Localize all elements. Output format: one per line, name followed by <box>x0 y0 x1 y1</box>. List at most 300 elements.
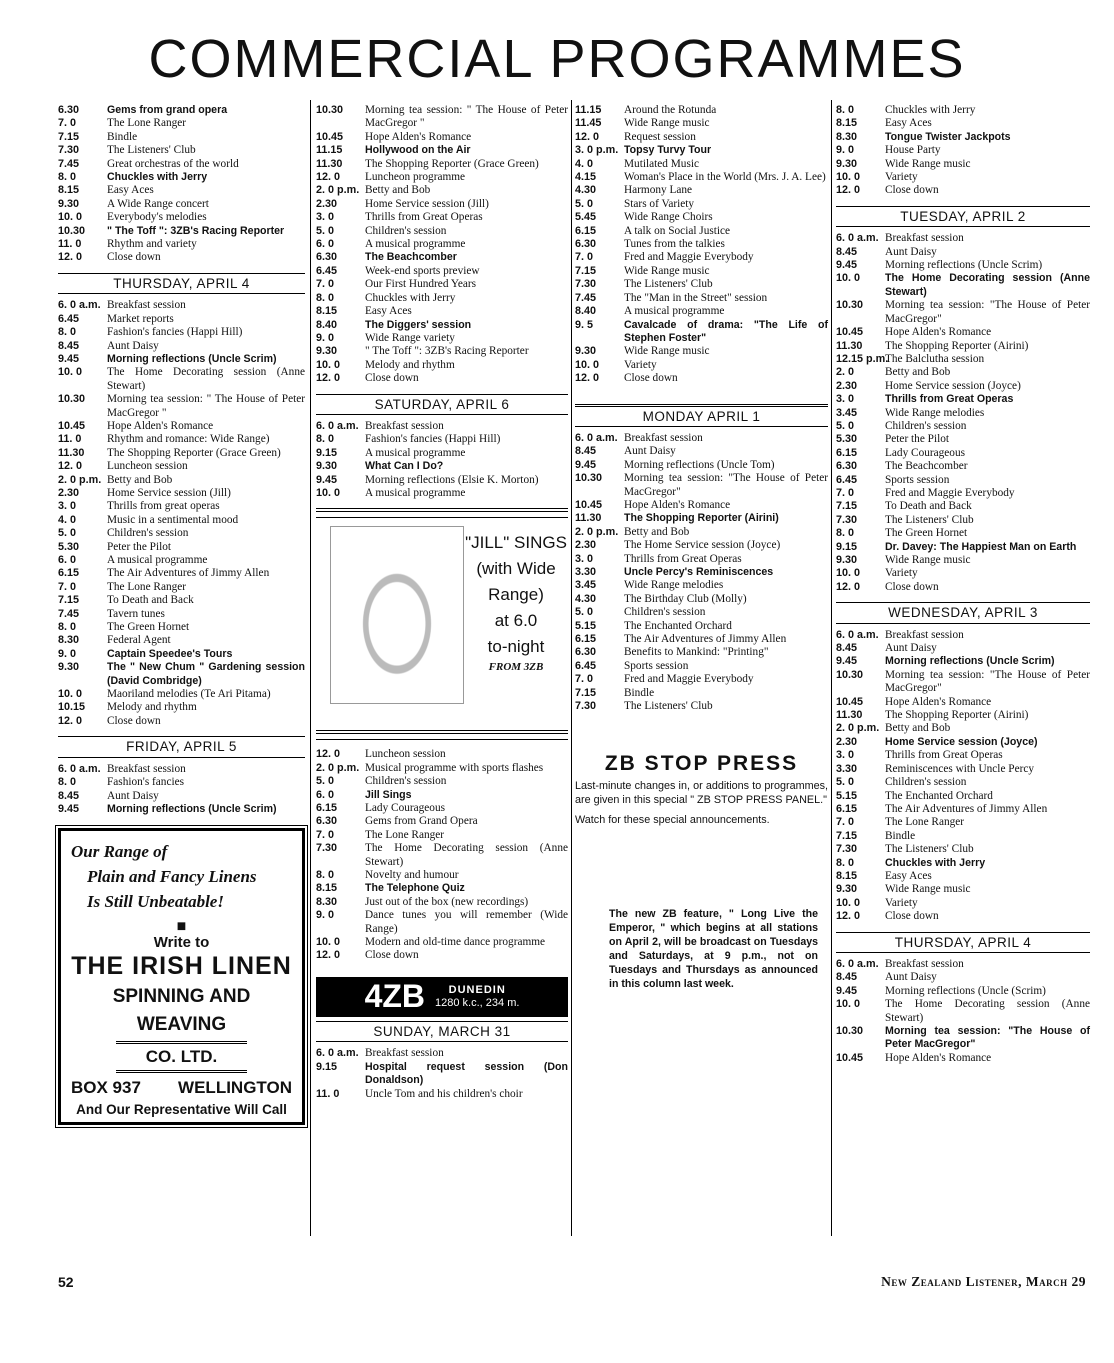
schedule-time: 5.30 <box>58 540 80 553</box>
schedule-programme: Uncle Tom and his children's choir <box>365 1087 523 1100</box>
day-header: SATURDAY, APRIL 6 <box>316 394 568 415</box>
schedule-time: 7.30 <box>575 278 597 291</box>
schedule-time: 2.30 <box>836 735 858 748</box>
stop-press-title: ZB STOP PRESS <box>604 752 799 776</box>
ad-line: Our Range of <box>71 842 168 862</box>
schedule-programme: Morning tea session: "The House of Peter MacGregor" <box>885 668 1090 695</box>
schedule-programme: Hope Alden's Romance <box>365 130 472 143</box>
schedule-time: 10.30 <box>58 393 86 406</box>
ad-write-to: Write to <box>153 933 210 951</box>
schedule-programme: Variety <box>624 358 657 371</box>
schedule-time: 9.15 <box>316 446 338 459</box>
schedule-row <box>836 326 1090 339</box>
schedule-row <box>575 526 828 539</box>
schedule-time: 9. 5 <box>575 318 594 331</box>
schedule-programme: Aunt Daisy <box>624 445 676 458</box>
schedule-row <box>58 776 305 789</box>
schedule-programme: Hollywood on the Air <box>365 144 471 157</box>
schedule-programme: The Listeners' Club <box>107 144 196 157</box>
schedule-row <box>316 359 568 372</box>
schedule-programme: Breakfast session <box>365 419 444 432</box>
schedule-row <box>58 313 305 326</box>
schedule-row <box>316 184 568 197</box>
schedule-row <box>575 171 828 184</box>
schedule-programme: The Green Hornet <box>885 527 968 540</box>
schedule-row <box>836 581 1090 594</box>
schedule-time: 3. 0 p.m. <box>575 144 619 157</box>
schedule-time: 10. 0 <box>836 998 861 1011</box>
schedule-row <box>316 420 568 433</box>
schedule-time: 5.15 <box>575 619 597 632</box>
schedule-time: 7.30 <box>58 144 80 157</box>
schedule-programme: Luncheon session <box>365 748 446 761</box>
schedule-time: 4.15 <box>575 171 597 184</box>
schedule-row <box>316 171 568 184</box>
schedule-time: 8. 0 <box>836 527 855 540</box>
schedule-list <box>836 958 1090 1065</box>
schedule-time: 9.30 <box>316 460 338 473</box>
schedule-time: 6.30 <box>575 238 597 251</box>
schedule-row <box>575 319 828 346</box>
schedule-row <box>58 447 305 460</box>
schedule-time: 10. 0 <box>836 171 861 184</box>
schedule-time: 2. 0 p.m. <box>316 761 360 774</box>
schedule-row <box>836 696 1090 709</box>
schedule-programme: Just out of the box (new recordings) <box>365 895 529 908</box>
schedule-time: 6.45 <box>836 473 858 486</box>
schedule-time: 11.45 <box>575 117 602 130</box>
schedule-time: 12. 0 <box>316 171 341 184</box>
schedule-programme: Maoriland melodies (Te Ari Pitama) <box>107 688 271 701</box>
schedule-time: 11.15 <box>316 144 343 157</box>
schedule-programme: Melody and rhythm <box>107 701 197 714</box>
schedule-time: 2.30 <box>316 197 338 210</box>
schedule-programme: The Shopping Reporter (Airini) <box>885 709 1029 722</box>
feature-line: "JILL" SINGS <box>465 533 567 553</box>
schedule-programme: The Birthday Club (Molly) <box>624 592 747 605</box>
schedule-time: 12. 0 <box>575 130 600 143</box>
schedule-row <box>316 1088 568 1101</box>
schedule-row <box>58 500 305 513</box>
schedule-row <box>316 372 568 385</box>
schedule-time: 5. 0 <box>836 419 855 432</box>
schedule-programme: Breakfast session <box>885 628 964 641</box>
schedule-row <box>836 870 1090 883</box>
schedule-row <box>316 762 568 775</box>
schedule-programme: Children's session <box>365 224 447 237</box>
schedule-time: 7.30 <box>575 700 597 713</box>
schedule-programme: House Party <box>885 144 941 157</box>
schedule-programme: Morning reflections (Uncle Tom) <box>624 458 775 471</box>
schedule-time: 7.15 <box>575 686 597 699</box>
schedule-row <box>836 655 1090 668</box>
schedule-list <box>58 763 305 817</box>
schedule-row <box>58 433 305 446</box>
schedule-programme: Thrills from Great Operas <box>624 552 742 565</box>
schedule-programme: Modern and old-time dance programme <box>365 936 546 949</box>
schedule-time: 9.30 <box>58 661 80 674</box>
schedule-row <box>316 802 568 815</box>
schedule-programme: Lady Courageous <box>365 802 445 814</box>
schedule-programme: Variety <box>885 171 918 184</box>
schedule-time: 9.30 <box>836 554 858 566</box>
ad-line: Plain and Fancy Linens <box>87 867 257 887</box>
schedule-time: 11.30 <box>836 339 863 352</box>
schedule-time: 8.45 <box>836 245 858 258</box>
schedule-programme: Hope Alden's Romance <box>624 498 731 511</box>
schedule-time: 9.15 <box>316 1060 338 1073</box>
schedule-time: 9.45 <box>58 802 80 815</box>
schedule-time: 12. 0 <box>58 251 83 264</box>
feature-line: Range) <box>488 585 544 605</box>
schedule-row <box>58 460 305 473</box>
schedule-row <box>575 184 828 197</box>
schedule-programme: Great orchestras of the world <box>107 157 239 170</box>
schedule-list <box>316 748 568 963</box>
schedule-row <box>836 259 1090 272</box>
schedule-row <box>58 144 305 157</box>
schedule-time: 6.45 <box>316 264 338 277</box>
schedule-row <box>58 131 305 144</box>
schedule-programme: Breakfast session <box>107 299 186 312</box>
schedule-time: 2.30 <box>575 539 597 552</box>
schedule-time: 7. 0 <box>575 673 594 686</box>
schedule-programme: Mutilated Music <box>624 157 699 170</box>
schedule-programme: Federal Agent <box>107 634 171 647</box>
schedule-programme: Easy Aces <box>107 184 154 197</box>
schedule-time: 6. 0 a.m. <box>575 431 618 444</box>
schedule-row <box>58 158 305 171</box>
schedule-row <box>58 225 305 238</box>
schedule-programme: Morning tea session: "The House of Peter MacGregor" <box>885 1025 1090 1051</box>
schedule-programme: Wide Range Choirs <box>624 211 713 224</box>
ad-address <box>67 1075 296 1096</box>
schedule-list <box>316 420 568 500</box>
schedule-time: 10.45 <box>836 326 864 339</box>
schedule-programme: Easy Aces <box>365 305 412 318</box>
schedule-programme: Wide Range music <box>885 157 971 170</box>
day-header: FRIDAY, APRIL 5 <box>58 736 305 757</box>
schedule-row <box>316 319 568 332</box>
schedule-time: 9.45 <box>836 259 858 272</box>
schedule-row <box>836 971 1090 984</box>
schedule-time: 7.15 <box>575 264 597 277</box>
schedule-programme: Betty and Bob <box>107 473 173 486</box>
schedule-programme: Hope Alden's Romance <box>885 695 992 708</box>
schedule-time: 6.45 <box>575 659 597 672</box>
schedule-programme: Stars of Variety <box>624 197 695 210</box>
schedule-time: 7.30 <box>836 513 858 526</box>
ad-box: BOX 937 <box>71 1078 141 1098</box>
schedule-row <box>58 514 305 527</box>
schedule-list <box>316 1047 568 1101</box>
schedule-row <box>58 701 305 714</box>
schedule-row <box>58 326 305 339</box>
schedule-programme: Tavern tunes <box>107 607 165 620</box>
schedule-row <box>316 198 568 211</box>
station-callsign: 4ZB <box>364 978 426 1015</box>
schedule-programme: The Green Hornet <box>107 621 190 634</box>
schedule-row <box>575 579 828 592</box>
schedule-row <box>836 353 1090 366</box>
schedule-time: 4.30 <box>575 184 597 197</box>
column-rule <box>571 100 572 1236</box>
station-frequency: 1280 k.c., 234 m. <box>435 996 520 1009</box>
schedule-row <box>575 372 828 385</box>
schedule-time: 8. 0 <box>316 291 335 304</box>
schedule-row <box>836 500 1090 513</box>
schedule-programme: Sports session <box>624 659 689 672</box>
schedule-programme: Betty and Bob <box>885 366 951 379</box>
schedule-programme: Morning reflections (Elsie K. Morton) <box>365 473 539 486</box>
schedule-row <box>836 722 1090 735</box>
schedule-row <box>58 487 305 500</box>
schedule-time: 9.30 <box>58 197 80 210</box>
column-rule <box>310 100 311 1236</box>
schedule-time: 12. 0 <box>836 580 861 593</box>
schedule-programme: What Can I Do? <box>365 460 444 473</box>
schedule-row <box>316 487 568 500</box>
schedule-programme: The Home Decorating session (Anne Stewart) <box>885 272 1090 298</box>
schedule-row <box>58 340 305 353</box>
schedule-time: 4. 0 <box>58 513 77 526</box>
schedule-programme: Wide Range variety <box>365 331 455 344</box>
schedule-time: 11.15 <box>575 104 602 116</box>
schedule-row <box>575 499 828 512</box>
schedule-time: 10.30 <box>836 299 864 312</box>
schedule-time: 9.45 <box>316 473 338 486</box>
schedule-time: 2. 0 p.m. <box>836 722 880 735</box>
schedule-row <box>58 184 305 197</box>
schedule-time: 8. 0 <box>836 104 855 116</box>
schedule-time: 9.45 <box>836 984 858 997</box>
schedule-time: 5.15 <box>836 789 858 802</box>
schedule-list <box>836 104 1090 198</box>
schedule-time: 6.30 <box>836 460 858 473</box>
schedule-time: 10. 0 <box>316 486 341 499</box>
schedule-programme: Hope Alden's Romance <box>885 1051 992 1064</box>
schedule-row <box>575 646 828 659</box>
schedule-row <box>836 749 1090 762</box>
schedule-row <box>575 104 828 117</box>
schedule-row <box>836 541 1090 554</box>
schedule-time: 6.15 <box>836 446 858 459</box>
schedule-programme: Aunt Daisy <box>885 971 937 984</box>
schedule-time: 3.30 <box>836 762 858 775</box>
schedule-row <box>58 594 305 607</box>
schedule-row <box>575 305 828 318</box>
schedule-row <box>836 958 1090 971</box>
schedule-row <box>316 211 568 224</box>
schedule-time: 6.30 <box>316 251 338 264</box>
schedule-time: 12. 0 <box>58 714 83 727</box>
schedule-programme: Hope Alden's Romance <box>107 419 214 432</box>
schedule-time: 10.30 <box>58 224 86 237</box>
schedule-programme: Morning tea session: "The House of Peter MacGregor" <box>885 299 1090 325</box>
schedule-row <box>836 144 1090 157</box>
schedule-programme: The Shopping Reporter (Grace Green) <box>365 157 539 170</box>
schedule-time: 4. 0 <box>575 157 594 170</box>
schedule-programme: The Listeners' Club <box>885 843 974 856</box>
schedule-row <box>58 581 305 594</box>
schedule-time: 7.15 <box>836 500 858 513</box>
feature-line: to-night <box>487 637 545 657</box>
schedule-time: 5.30 <box>836 433 858 446</box>
schedule-time: 7. 0 <box>58 580 77 593</box>
schedule-time: 12. 0 <box>58 460 83 473</box>
schedule-row <box>575 606 828 619</box>
schedule-programme: Uncle Percy's Reminiscences <box>624 566 774 578</box>
schedule-programme: Wide Range music <box>885 554 971 566</box>
schedule-programme: The Shopping Reporter (Grace Green) <box>107 446 281 459</box>
schedule-time: 7.30 <box>836 843 858 856</box>
schedule-time: 8.40 <box>316 318 338 331</box>
schedule-time: 10.30 <box>316 104 344 116</box>
schedule-time: 9. 0 <box>316 331 335 344</box>
schedule-time: 10. 0 <box>58 366 83 379</box>
schedule-programme: The Air Adventures of Jimmy Allen <box>624 633 787 646</box>
schedule-row <box>575 566 828 579</box>
schedule-programme: Children's session <box>624 606 706 619</box>
schedule-programme: Sports session <box>885 473 950 486</box>
schedule-programme: Chuckles with Jerry <box>107 171 208 184</box>
schedule-row <box>836 420 1090 433</box>
schedule-programme: Dr. Davey: The Happiest Man on Earth <box>885 540 1077 553</box>
schedule-programme: The Shopping Reporter (Airini) <box>885 339 1029 352</box>
schedule-row <box>58 198 305 211</box>
schedule-row <box>836 790 1090 803</box>
schedule-time: 7.30 <box>316 842 338 855</box>
schedule-row <box>836 816 1090 829</box>
schedule-time: 10.15 <box>58 701 86 714</box>
schedule-time: 12.15 p.m. <box>836 352 889 365</box>
schedule-time: 5. 0 <box>575 606 594 619</box>
schedule-time: 8.15 <box>316 882 338 895</box>
schedule-time: 8. 0 <box>58 621 77 634</box>
schedule-row <box>316 104 568 131</box>
schedule-row <box>316 909 568 936</box>
schedule-row <box>58 117 305 130</box>
schedule-row <box>575 265 828 278</box>
schedule-time: 6. 0 a.m. <box>58 299 101 312</box>
schedule-row <box>836 1025 1090 1052</box>
schedule-programme: Everybody's melodies <box>107 211 207 224</box>
schedule-row <box>575 445 828 458</box>
schedule-programme: The Listeners' Club <box>624 700 713 713</box>
schedule-row <box>316 936 568 949</box>
schedule-row <box>575 593 828 606</box>
schedule-row <box>836 985 1090 998</box>
schedule-row <box>58 353 305 366</box>
schedule-row <box>836 232 1090 245</box>
schedule-time: 10. 0 <box>58 211 83 224</box>
schedule-row <box>836 763 1090 776</box>
ad-company: THE IRISH LINEN <box>71 952 292 981</box>
schedule-time: 2. 0 p.m. <box>316 184 360 197</box>
schedule-programme: Week-end sports preview <box>365 264 480 277</box>
schedule-time: 8.30 <box>316 895 338 908</box>
schedule-time: 12. 0 <box>836 910 861 923</box>
schedule-time: 10. 0 <box>836 896 861 909</box>
schedule-programme: The Lone Ranger <box>365 828 445 841</box>
schedule-row <box>836 897 1090 910</box>
schedule-row <box>58 790 305 803</box>
schedule-row <box>316 158 568 171</box>
schedule-row <box>575 459 828 472</box>
schedule-programme: Thrills from great operas <box>107 500 220 513</box>
schedule-row <box>836 380 1090 393</box>
schedule-time: 11. 0 <box>58 433 82 446</box>
schedule-time: 7.45 <box>58 607 80 620</box>
schedule-programme: Breakfast session <box>365 1047 444 1060</box>
schedule-row <box>575 359 828 372</box>
schedule-programme: Market reports <box>107 312 174 325</box>
schedule-programme: Close down <box>107 251 161 264</box>
schedule-programme: Children's session <box>107 527 189 540</box>
schedule-programme: The Lone Ranger <box>107 580 187 593</box>
schedule-programme: A musical programme <box>107 554 208 566</box>
schedule-row <box>836 857 1090 870</box>
schedule-time: 6.15 <box>575 633 597 646</box>
schedule-row <box>836 1052 1090 1065</box>
station-details <box>435 984 519 1010</box>
schedule-programme: A talk on Social Justice <box>624 224 731 237</box>
schedule-programme: Close down <box>365 949 419 962</box>
schedule-programme: Breakfast session <box>624 431 703 444</box>
schedule-time: 6. 0 a.m. <box>836 232 879 245</box>
schedule-time: 3. 0 <box>836 393 855 406</box>
schedule-row <box>575 225 828 238</box>
schedule-row <box>836 433 1090 446</box>
station-city: DUNEDIN <box>448 983 506 996</box>
schedule-time: 8. 0 <box>836 856 855 869</box>
schedule-time: 12. 0 <box>316 372 341 385</box>
schedule-programme: Betty and Bob <box>365 184 431 197</box>
schedule-time: 3.30 <box>575 566 597 578</box>
schedule-programme: Rhythm and variety <box>107 238 197 251</box>
stop-press-text: Last-minute changes in, or additions to programmes, are given in this special " ZB STOP PRESS PANEL." <box>575 779 828 806</box>
page-title: COMMERCIAL PROGRAMMES <box>148 29 966 89</box>
schedule-row <box>58 688 305 701</box>
schedule-row <box>316 345 568 358</box>
schedule-time: 6. 0 a.m. <box>836 957 879 970</box>
schedule-row <box>58 104 305 117</box>
schedule-time: 6.30 <box>316 815 338 828</box>
schedule-time: 8.30 <box>58 634 80 647</box>
schedule-time: 12. 0 <box>316 949 341 962</box>
schedule-row <box>316 775 568 788</box>
schedule-row <box>836 117 1090 130</box>
schedule-programme: Close down <box>885 580 939 593</box>
schedule-programme: Morning reflections (Uncle Scrim) <box>885 259 1043 272</box>
schedule-row <box>316 815 568 828</box>
schedule-programme: Our First Hundred Years <box>365 278 477 291</box>
schedule-programme: Morning reflections (Uncle Scrim) <box>885 655 1055 668</box>
schedule-programme: Wide Range music <box>624 345 710 358</box>
schedule-time: 8.15 <box>58 184 80 197</box>
schedule-row <box>575 238 828 251</box>
schedule-row <box>316 882 568 895</box>
schedule-time: 3. 0 <box>58 500 77 513</box>
schedule-programme: Aunt Daisy <box>885 245 937 258</box>
schedule-time: 12. 0 <box>316 748 341 761</box>
schedule-time: 8.45 <box>836 971 858 984</box>
schedule-time: 9.45 <box>58 352 80 365</box>
schedule-row <box>575 539 828 552</box>
schedule-time: 8.40 <box>575 305 597 318</box>
schedule-programme: Fashion's fancies (Happi Hill) <box>365 433 501 446</box>
schedule-row <box>836 158 1090 171</box>
